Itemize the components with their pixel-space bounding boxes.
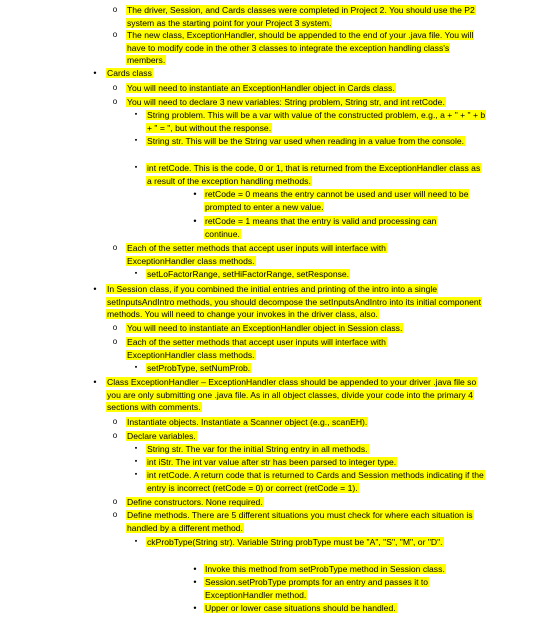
item-text: String str. The var for the initial String entry in all methods. [147,444,368,454]
square-bullet-icon: ▪ [134,137,138,144]
item-text: ckProbType(String str). Variable String probType must be "A", "S", "M", or "D". [147,537,443,547]
item-text: Declare variables. [127,431,196,441]
item-text: int retCode. This is the code, 0 or 1, that is returned from the ExceptionHandler class as a result of the exception handling methods. [147,163,481,186]
item-text: The driver, Session, and Cards classes were completed in Project 2. You should use the P2 system as the starting point for your Project 3 system. [127,5,475,28]
item-text: Invoke this method from setProbType method in Session class. [205,564,445,574]
list-item [134,536,486,549]
item-text: Upper or lower case situations should be handled. [205,603,396,613]
circle-bullet-icon: o [112,431,118,440]
circle-bullet-icon: o [112,83,118,92]
item-text: Define methods. There are 5 different situations you must check for where each situation is handled by a different method. [127,510,473,533]
list-item [134,109,486,134]
circle-bullet-icon: o [112,5,118,14]
list-item [112,96,490,109]
list-item [93,67,490,80]
square-bullet-icon: ▪ [134,270,138,277]
item-text: Instantiate objects. Instantiate a Scanner object (e.g., scanEH). [127,417,368,427]
disc-bullet-icon: • [93,68,97,78]
list-item [134,456,486,469]
list-item [112,82,490,95]
item-text: retCode = 1 means that the entry is valid and processing can continue. [205,216,437,239]
list-item [112,4,490,29]
item-text: You will need to declare 3 new variables: String problem, String str, and int retCode. [127,97,445,107]
item-text: setLoFactorRange, setHiFactorRange, setResponse. [147,269,350,279]
list-item [193,215,464,240]
item-text: Class ExceptionHandler – ExceptionHandler class should be appended to your driver .java file so you are only submitting one .java file. As in all object classes, divide your code into the primary 4 sections with comments. [107,377,477,412]
circle-bullet-icon: o [112,323,118,332]
list-item [93,376,490,414]
list-item [112,496,490,509]
item-text: Session.setProbType prompts for an entry and passes it to ExceptionHandler method. [205,577,429,600]
item-text: In Session class, if you combined the initial entries and printing of the intro into a single setInputsAndIntro methods, you should decompose the setInputsAndIntro into its initial component methods. You will need to change your invokes in the driver class, also. [107,284,482,319]
item-text: Define constructors. None required. [127,497,263,507]
list-item [134,362,486,375]
item-text: The new class, ExceptionHandler, should be appended to the end of your .java file. You will have to modify code in the other 3 classes to integrate the exception handling class's members. [127,30,474,65]
square-bullet-icon: ▪ [134,445,138,452]
item-text: int retCode. A return code that is returned to Cards and Session methods indicating if the entry is incorrect (retCode = 0) or correct (retCode = 1). [147,470,484,493]
circle-bullet-icon: o [112,497,118,506]
list-item [134,135,486,148]
item-text: int iStr. The int var value after str has been parsed to integer type. [147,457,397,467]
list-item [112,430,490,443]
circle-bullet-icon: o [112,30,118,39]
square-bullet-icon: ▪ [134,164,138,171]
square-bullet-icon: ▪ [134,471,138,478]
list-item [112,336,446,361]
square-bullet-icon: ▪ [134,538,138,545]
circle-bullet-icon: o [112,243,118,252]
circle-bullet-icon: o [112,97,118,106]
circle-bullet-icon: o [112,417,118,426]
list-item [193,188,494,213]
disc-bullet-icon: • [93,284,97,294]
disc-bullet-icon: • [193,603,197,613]
item-text: Each of the setter methods that accept user inputs will interface with ExceptionHandler class methods. [127,337,386,360]
list-item [134,443,486,456]
list-item [112,242,446,267]
square-bullet-icon: ▪ [134,458,138,465]
list-item [193,602,490,615]
circle-bullet-icon: o [112,510,118,519]
list-item [193,576,474,601]
item-text: You will need to instantiate an ExceptionHandler object in Session class. [127,323,403,333]
disc-bullet-icon: • [193,564,197,574]
disc-bullet-icon: • [193,577,197,587]
item-text: setProbType, setNumProb. [147,363,251,373]
list-item [112,416,490,429]
square-bullet-icon: ▪ [134,111,138,118]
item-text: String str. This will be the String var used when reading in a value from the console. [147,136,465,146]
list-item [112,322,490,335]
item-text: Each of the setter methods that accept user inputs will interface with ExceptionHandler class methods. [127,243,386,266]
list-item [134,469,490,494]
item-text: Cards class [107,68,152,78]
square-bullet-icon: ▪ [134,364,138,371]
item-text: You will need to instantiate an ExceptionHandler object in Cards class. [127,83,395,93]
list-item [112,509,490,534]
list-item [134,162,486,187]
list-item [112,29,490,67]
list-item [193,563,490,576]
item-text: retCode = 0 means the entry cannot be used and user will need to be prompted to enter a new value. [205,189,469,212]
disc-bullet-icon: • [93,377,97,387]
item-text: String problem. This will be a var with value of the constructed problem, e.g., a + " + " + b + " = ", but without the response. [147,110,486,133]
disc-bullet-icon: • [193,216,197,226]
list-item [93,283,490,321]
circle-bullet-icon: o [112,337,118,346]
disc-bullet-icon: • [193,189,197,199]
list-item [134,268,486,281]
